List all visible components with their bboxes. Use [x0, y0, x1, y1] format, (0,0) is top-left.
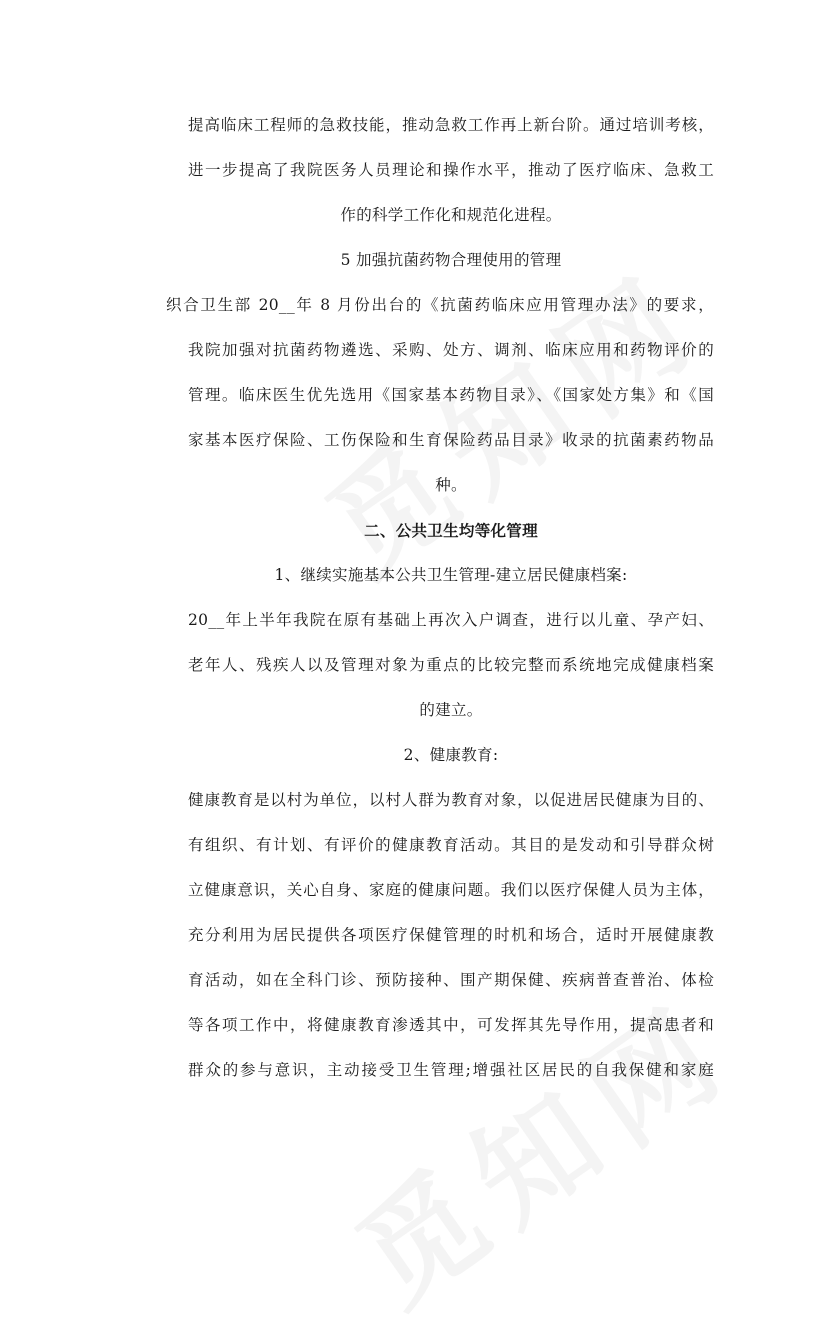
- text-line: 进一步提高了我院医务人员理论和操作水平，推动了医疗临床、急救工: [188, 161, 714, 179]
- text-line: 20__年上半年我院在原有基础上再次入户调查，进行以儿童、孕产妇、: [188, 611, 714, 629]
- text-line: 作的科学工作化和规范化进程。: [340, 206, 562, 224]
- section-subheading: 2、健康教育:: [403, 746, 499, 764]
- section-subheading: 1、继续实施基本公共卫生管理-建立居民健康档案:: [274, 566, 628, 584]
- text-line: 立健康意识，关心自身、家庭的健康问题。我们以医疗保健人员为主体，: [188, 881, 714, 899]
- text-line: 的建立。: [419, 701, 483, 719]
- text-line: 健康教育是以村为单位，以村人群为教育对象，以促进居民健康为目的、: [188, 791, 714, 809]
- text-line: 管理。临床医生优先选用《国家基本药物目录》、《国家处方集》和《国: [188, 386, 714, 404]
- text-line: 群众的参与意识，主动接受卫生管理;增强社区居民的自我保健和家庭: [188, 1061, 714, 1079]
- text-line: 等各项工作中，将健康教育渗透其中，可发挥其先导作用，提高患者和: [188, 1016, 714, 1034]
- text-line: 有组织、有计划、有评价的健康教育活动。其目的是发动和引导群众树: [188, 836, 714, 854]
- text-line: 育活动，如在全科门诊、预防接种、围产期保健、疾病普查普治、体检: [188, 971, 714, 989]
- document-body: [166, 103, 714, 1093]
- text-line: 织合卫生部 20__年 8 月份出台的《抗菌药临床应用管理办法》的要求，: [166, 296, 714, 314]
- text-line: 种。: [435, 476, 467, 494]
- section-heading: 二、公共卫生均等化管理: [364, 521, 538, 540]
- text-line: 我院加强对抗菌药物遴选、采购、处方、调剂、临床应用和药物评价的: [188, 341, 714, 359]
- text-line: 提高临床工程师的急救技能，推动急救工作再上新台阶。通过培训考核，: [188, 116, 714, 134]
- text-line: 家基本医疗保险、工伤保险和生育保险药品目录》收录的抗菌素药物品: [188, 431, 714, 449]
- text-line: 老年人、残疾人以及管理对象为重点的比较完整而系统地完成健康档案: [188, 656, 714, 674]
- text-line: 充分利用为居民提供各项医疗保健管理的时机和场合，适时开展健康教: [188, 926, 714, 944]
- section-subheading: 5 加强抗菌药物合理使用的管理: [340, 251, 562, 269]
